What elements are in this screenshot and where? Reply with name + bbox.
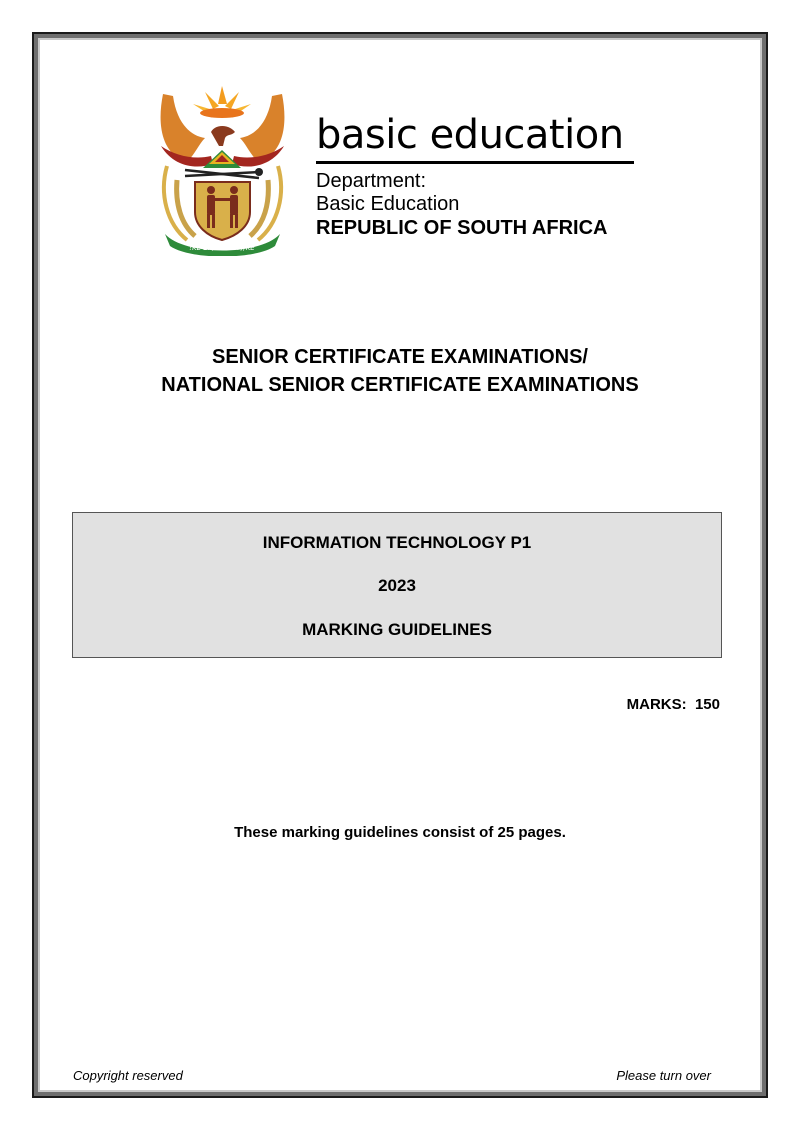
sun-icon xyxy=(193,86,251,118)
coat-of-arms-icon xyxy=(155,84,290,256)
footer-copyright: Copyright reserved xyxy=(73,1068,183,1083)
country-name: REPUBLIC OF SOUTH AFRICA xyxy=(316,217,608,239)
subject-box xyxy=(72,512,722,658)
exam-title xyxy=(0,343,800,399)
brand-block xyxy=(316,112,636,240)
exam-year: 2023 xyxy=(378,576,416,595)
department-name: Basic Education xyxy=(316,193,460,215)
total-marks: MARKS: 150 xyxy=(626,696,720,713)
exam-title-line-2: NATIONAL SENIOR CERTIFICATE EXAMINATIONS xyxy=(161,374,639,396)
page-count-note: These marking guidelines consist of 25 pages. xyxy=(234,824,566,841)
brand-divider xyxy=(316,161,634,164)
department-label: Department: xyxy=(316,170,427,192)
exam-title-line-1: SENIOR CERTIFICATE EXAMINATIONS/ xyxy=(212,346,588,368)
document-type: MARKING GUIDELINES xyxy=(302,620,492,639)
footer-turn-over: Please turn over xyxy=(616,1068,711,1083)
subject-name: INFORMATION TECHNOLOGY P1 xyxy=(262,533,532,552)
brand-name: basic education xyxy=(316,112,624,158)
svg-text:!KE E: /XARRA //KE: !KE E: /XARRA //KE xyxy=(189,244,255,252)
